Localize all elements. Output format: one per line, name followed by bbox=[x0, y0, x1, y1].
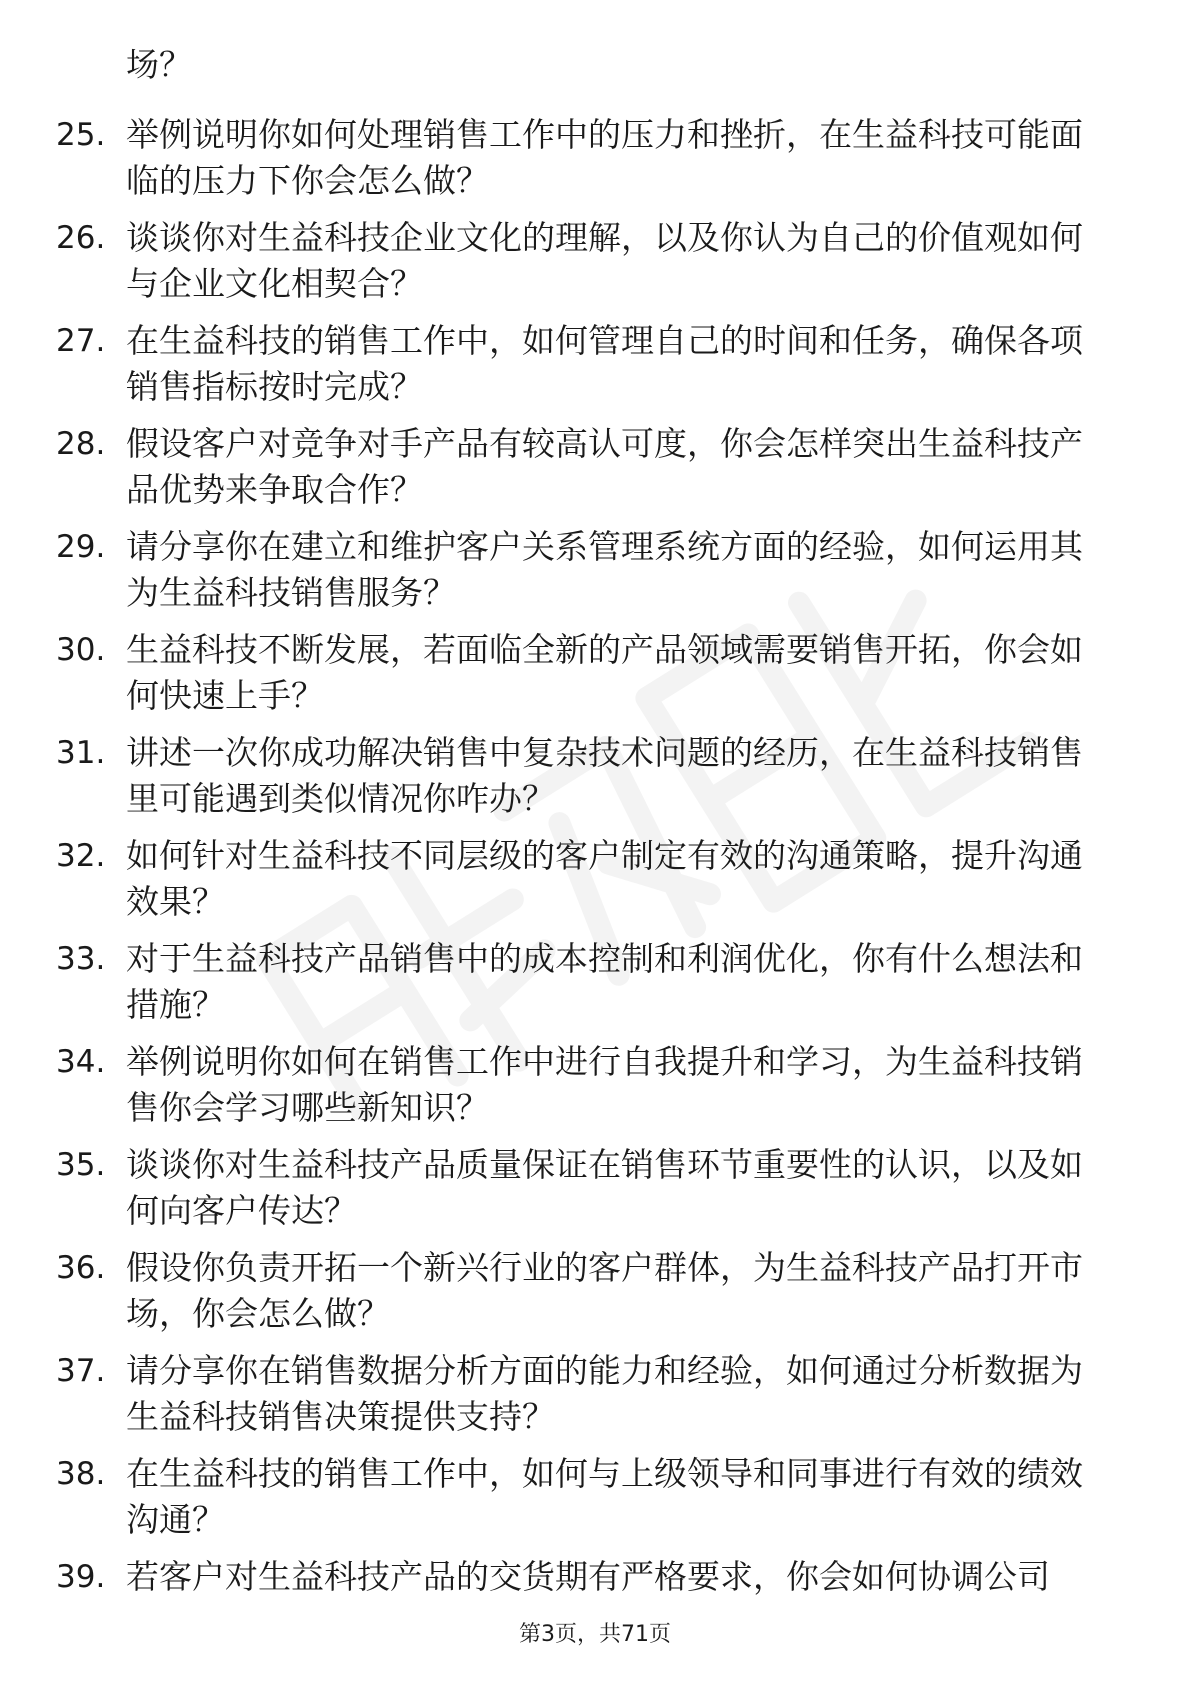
list-item bbox=[0, 112, 1106, 204]
question-number: 30. bbox=[56, 632, 106, 668]
question-text: 请分享你在销售数据分析方面的能力和经验，如何通过分析数据为生益科技销售决策提供支持？ bbox=[126, 1351, 1083, 1436]
question-number: 36. bbox=[56, 1250, 106, 1286]
question-text: 讲述一次你成功解决销售中复杂技术问题的经历，在生益科技销售里可能遇到类似情况你咋办？ bbox=[126, 733, 1083, 818]
question-number: 28. bbox=[56, 426, 106, 462]
question-text: 生益科技不断发展，若面临全新的产品领域需要销售开拓，你会如何快速上手？ bbox=[126, 630, 1083, 715]
question-text: 在生益科技的销售工作中，如何与上级领导和同事进行有效的绩效沟通？ bbox=[126, 1454, 1083, 1539]
question-number: 27. bbox=[56, 323, 106, 359]
question-number: 33. bbox=[56, 941, 106, 977]
question-text: 谈谈你对生益科技企业文化的理解，以及你认为自己的价值观如何与企业文化相契合？ bbox=[126, 218, 1083, 303]
question-number: 37. bbox=[56, 1353, 106, 1389]
question-text: 举例说明你如何处理销售工作中的压力和挫折，在生益科技可能面临的压力下你会怎么做？ bbox=[126, 115, 1083, 200]
list-item bbox=[0, 421, 1106, 513]
list-item bbox=[0, 833, 1106, 925]
question-number: 25. bbox=[56, 117, 106, 153]
question-list bbox=[0, 112, 1190, 1657]
question-number: 32. bbox=[56, 838, 106, 874]
list-item bbox=[0, 1039, 1106, 1131]
list-item bbox=[0, 936, 1106, 1028]
question-number: 34. bbox=[56, 1044, 106, 1080]
list-item bbox=[0, 1142, 1106, 1234]
question-text: 若客户对生益科技产品的交货期有严格要求，你会如何协调公司 bbox=[126, 1557, 1050, 1596]
continuation-text: 场？ bbox=[126, 45, 192, 84]
question-number: 26. bbox=[56, 220, 106, 256]
question-text: 假设客户对竞争对手产品有较高认可度，你会怎样突出生益科技产品优势来争取合作？ bbox=[126, 424, 1083, 509]
question-text: 举例说明你如何在销售工作中进行自我提升和学习，为生益科技销售你会学习哪些新知识？ bbox=[126, 1042, 1083, 1127]
question-number: 35. bbox=[56, 1147, 106, 1183]
question-number: 31. bbox=[56, 735, 106, 771]
question-number: 29. bbox=[56, 529, 106, 565]
question-text: 请分享你在建立和维护客户关系管理系统方面的经验，如何运用其为生益科技销售服务？ bbox=[126, 527, 1083, 612]
list-item bbox=[0, 318, 1106, 410]
list-item bbox=[0, 215, 1106, 307]
list-item bbox=[0, 1245, 1106, 1337]
question-text: 在生益科技的销售工作中，如何管理自己的时间和任务，确保各项销售指标按时完成？ bbox=[126, 321, 1083, 406]
question-text: 对于生益科技产品销售中的成本控制和利润优化，你有什么想法和措施？ bbox=[126, 939, 1083, 1024]
list-item bbox=[0, 730, 1106, 822]
question-number: 38. bbox=[56, 1456, 106, 1492]
list-item bbox=[0, 1348, 1106, 1440]
list-item bbox=[0, 524, 1106, 616]
list-item bbox=[0, 1451, 1106, 1543]
page-number-footer: 第3页，共71页 bbox=[519, 1622, 671, 1647]
list-item bbox=[0, 627, 1106, 719]
question-text: 假设你负责开拓一个新兴行业的客户群体，为生益科技产品打开市场，你会怎么做？ bbox=[126, 1248, 1083, 1333]
question-text: 谈谈你对生益科技产品质量保证在销售环节重要性的认识，以及如何向客户传达？ bbox=[126, 1145, 1083, 1230]
question-number: 39. bbox=[56, 1559, 106, 1595]
question-text: 如何针对生益科技不同层级的客户制定有效的沟通策略，提升沟通效果？ bbox=[126, 836, 1083, 921]
